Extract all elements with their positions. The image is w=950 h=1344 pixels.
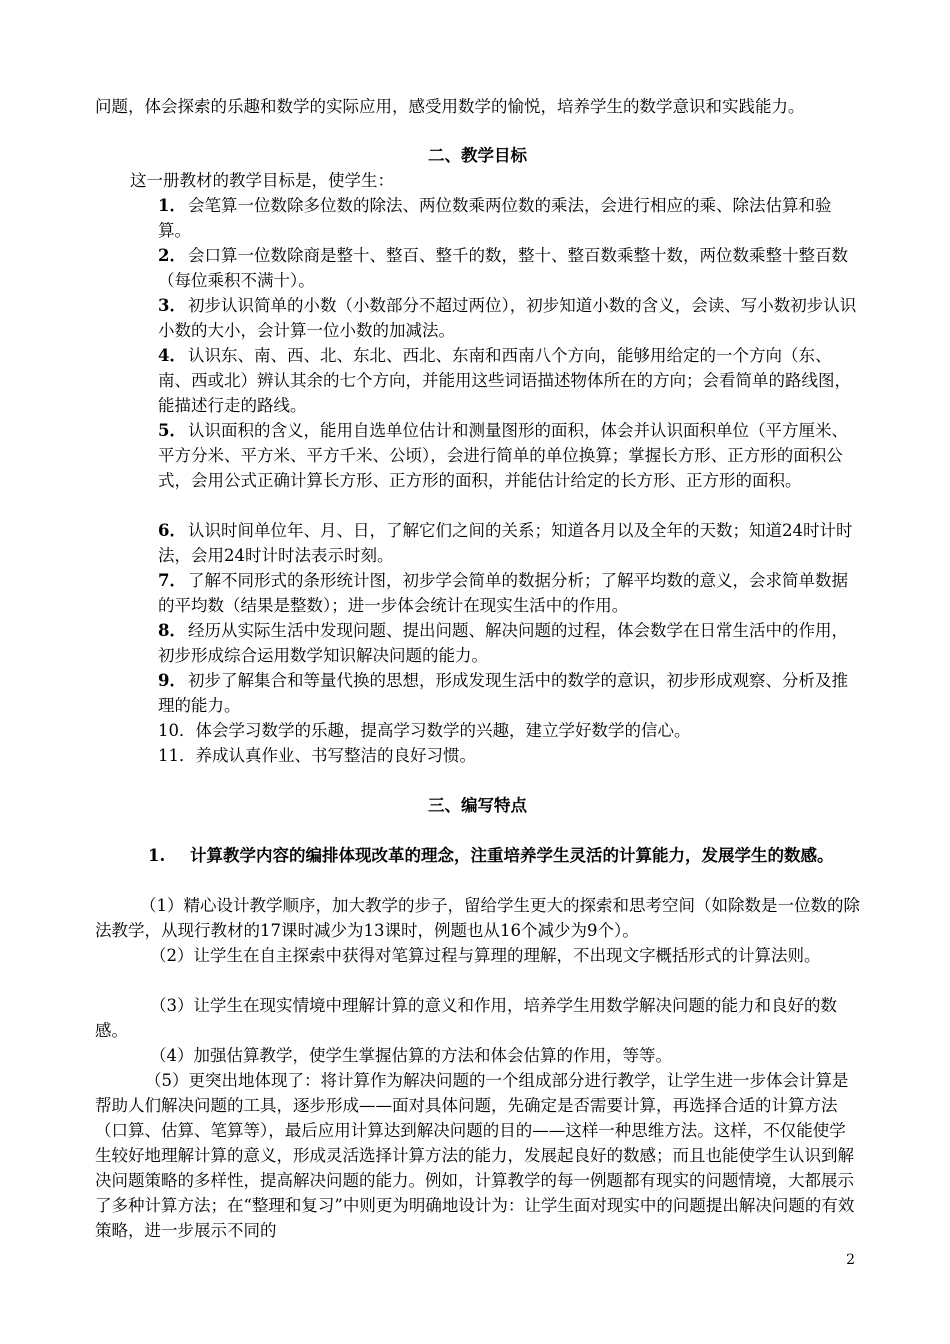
goal-number: 2．	[158, 246, 186, 265]
goal-text: 会口算一位数除商是整十、整百、整千的数，整十、整百数乘整十数，两位数乘整十整百数（每位乘积不满十）。	[158, 246, 848, 290]
section-heading-writing-features: 三、编写特点	[428, 796, 527, 815]
goal-number: 3．	[158, 296, 186, 315]
goal-text: 会笔算一位数除多位数的除法、两位数乘两位数的乘法，会进行相应的乘、除法估算和验算。	[158, 196, 832, 240]
goal-text: 初步认识简单的小数（小数部分不超过两位），初步知道小数的含义，会读、写小数初步认识小数的大小，会计算一位小数的加减法。	[158, 296, 857, 340]
goal-item	[158, 718, 863, 743]
goal-item	[158, 293, 863, 343]
goal-item	[158, 243, 863, 293]
goal-number: 6．	[158, 521, 186, 540]
goal-text: 养成认真作业、书写整洁的良好习惯。	[195, 746, 476, 765]
goal-item	[158, 518, 863, 568]
goal-number: 7．	[158, 571, 186, 590]
feature-subheading	[148, 843, 863, 868]
goal-text: 体会学习数学的乐趣，提高学习数学的兴趣，建立学好数学的信心。	[195, 721, 691, 740]
goal-item	[158, 193, 863, 243]
goal-number: 9．	[158, 671, 186, 690]
feature-paragraph: （5）更突出地体现了：将计算作为解决问题的一个组成部分进行教学，让学生进一步体会计算是帮助人们解决问题的工具，逐步形成——面对具体问题，先确定是否需要计算，再选择合适的计算方法（口算、估算、笔算等），最后应用计算达到解决问题的目的——这样一种思维方法。这样，不仅能使学生较好地理解计算的意义，形成灵活选择计算方法的能力，发展起良好的数感；而且也能使学生认识到解决问题策略的多样性，提高解决问题的能力。例如，计算教学的每一例题都有现实的问题情境，大都展示了多种计算方法；在“整理和复习”中则更为明确地设计为：让学生面对现实中的问题提出解决问题的有效策略，进一步展示不同的	[95, 1071, 855, 1240]
goal-number: 1．	[158, 196, 186, 215]
feature-paragraph: （3）让学生在现实情境中理解计算的意义和作用，培养学生用数学解决问题的能力和良好的数感。	[95, 996, 837, 1040]
goal-item	[158, 668, 863, 718]
goal-text: 认识时间单位年、月、日，了解它们之间的关系；知道各月以及全年的天数；知道24时计时法，会用24时计时法表示时刻。	[158, 521, 853, 565]
goals-lead: 这一册教材的教学目标是，使学生：	[130, 171, 394, 190]
goal-number: 5．	[158, 421, 186, 440]
goal-text: 了解不同形式的条形统计图，初步学会简单的数据分析；了解平均数的意义，会求简单数据的平均数（结果是整数）；进一步体会统计在现实生活中的作用。	[158, 571, 848, 615]
goal-text: 认识面积的含义，能用自选单位估计和测量图形的面积，体会并认识面积单位（平方厘米、平方分米、平方米、平方千米、公顷），会进行简单的单位换算；掌握长方形、正方形的面积公式，会用公式正确计算长方形、正方形的面积，并能估计给定的长方形、正方形的面积。	[158, 421, 848, 490]
goal-item	[158, 743, 863, 768]
page-number: 2	[846, 1252, 855, 1268]
goal-item	[158, 568, 863, 618]
goal-item	[158, 343, 863, 418]
feature-paragraph: （1）精心设计教学顺序，加大教学的步子，留给学生更大的探索和思考空间（如除数是一位数的除法教学，从现行教材的17课时减少为13课时，例题也从16个减少为9个）。	[95, 896, 860, 940]
goal-item	[158, 418, 863, 493]
section-heading-teaching-goals: 二、教学目标	[428, 146, 527, 165]
goal-number: 4．	[158, 346, 186, 365]
goal-text: 认识东、南、西、北、东北、西北、东南和西南八个方向，能够用给定的一个方向（东、南、西或北）辨认其余的七个方向，并能用这些词语描述物体所在的方向；会看简单的路线图，能描述行走的路线。	[158, 346, 851, 415]
goal-number: 11．	[158, 746, 196, 765]
goal-text: 经历从实际生活中发现问题、提出问题、解决问题的过程，体会数学在日常生活中的作用，初步形成综合运用数学知识解决问题的能力。	[158, 621, 848, 665]
goal-item	[158, 618, 863, 668]
goal-number: 8．	[158, 621, 186, 640]
feature-paragraph: （2）让学生在自主探索中获得对笔算过程与算理的理解，不出现文字概括形式的计算法则。	[150, 946, 821, 965]
feature-paragraph: （4）加强估算教学，使学生掌握估算的方法和体会估算的作用，等等。	[150, 1046, 672, 1065]
goal-number: 10．	[158, 721, 196, 740]
feature-title: 计算教学内容的编排体现改革的理念，注重培养学生灵活的计算能力，发展学生的数感。	[190, 846, 834, 865]
feature-number: 1.	[148, 846, 166, 865]
goal-text: 初步了解集合和等量代换的思想，形成发现生活中的数学的意识，初步形成观察、分析及推理的能力。	[158, 671, 848, 715]
intro-paragraph: 问题，体会探索的乐趣和数学的实际应用，感受用数学的愉悦，培养学生的数学意识和实践能力。	[95, 97, 805, 116]
